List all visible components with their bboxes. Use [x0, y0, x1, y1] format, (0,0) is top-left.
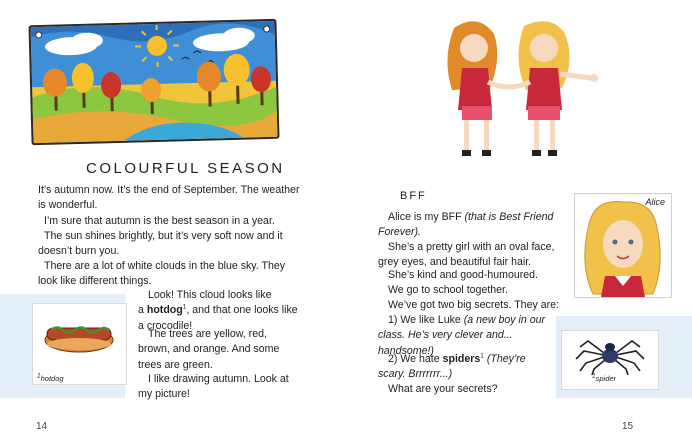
paragraph: I like drawing autumn. Look at my picture! — [138, 373, 289, 401]
autumn-landscape-illustration — [31, 21, 278, 143]
vocab-word-hotdog: hotdog — [146, 304, 183, 317]
paragraph: There are a lot of white clouds in the blue sky. They look like different things. — [38, 260, 286, 288]
spider-icon — [562, 331, 658, 375]
paragraph: It’s autumn now. It’s the end of September. The weather is wonderful. — [38, 184, 300, 212]
page-number-right: 15 — [622, 421, 634, 432]
paragraph: We go to school together. — [388, 284, 508, 296]
hotdog-icon — [33, 304, 126, 362]
paragraph: We’ve got two big secrets. They are: — [388, 299, 559, 311]
hotdog-caption: $^1$hotdog — [37, 372, 64, 383]
paragraph-secret-1: 1) We like Luke (a new boy in our class. He’s very clever and... handsome!) — [378, 314, 546, 357]
page-title-colourful-season: COLOURFUL SEASON — [86, 160, 285, 177]
spider-vocab-card — [561, 330, 659, 390]
paragraph: I’m sure that autumn is the best season in a year. — [44, 215, 275, 227]
alice-portrait-icon — [575, 194, 671, 297]
alice-portrait-card — [574, 193, 672, 298]
autumn-painting — [28, 19, 279, 145]
paragraph-secret-2: 2) We hate spiders$^1$ (They’re scary. Brrrrrrr...) — [378, 352, 526, 381]
hotdog-vocab-card — [32, 303, 127, 385]
paragraph: What are your secrets? — [388, 383, 498, 395]
paragraph: She’s a pretty girl with an oval face, grey eyes, and beautiful fair hair. — [378, 241, 555, 269]
spider-caption: $^1$spider — [592, 372, 617, 383]
paragraph: The sun shines brightly, but it’s very soft now and it doesn’t burn you. — [38, 230, 283, 258]
tint-band-left — [0, 294, 25, 398]
vocab-word-spiders: spiders — [442, 353, 481, 365]
paragraph-hotdog: Look! This cloud looks like a hotdog$^1$, and that one looks like a crocodile! — [138, 289, 298, 332]
paragraph: She’s kind and good-humoured. — [388, 269, 538, 281]
page-number-left: 14 — [36, 421, 48, 432]
two-girls-illustration — [432, 18, 608, 168]
alice-label: Alice — [645, 197, 665, 207]
section-title-bff: BFF — [400, 190, 427, 202]
paragraph: Alice is my BFF (that is Best Friend Forever). — [378, 211, 554, 239]
paragraph: The trees are yellow, red, brown, and orange. And some trees are green. — [138, 328, 280, 371]
